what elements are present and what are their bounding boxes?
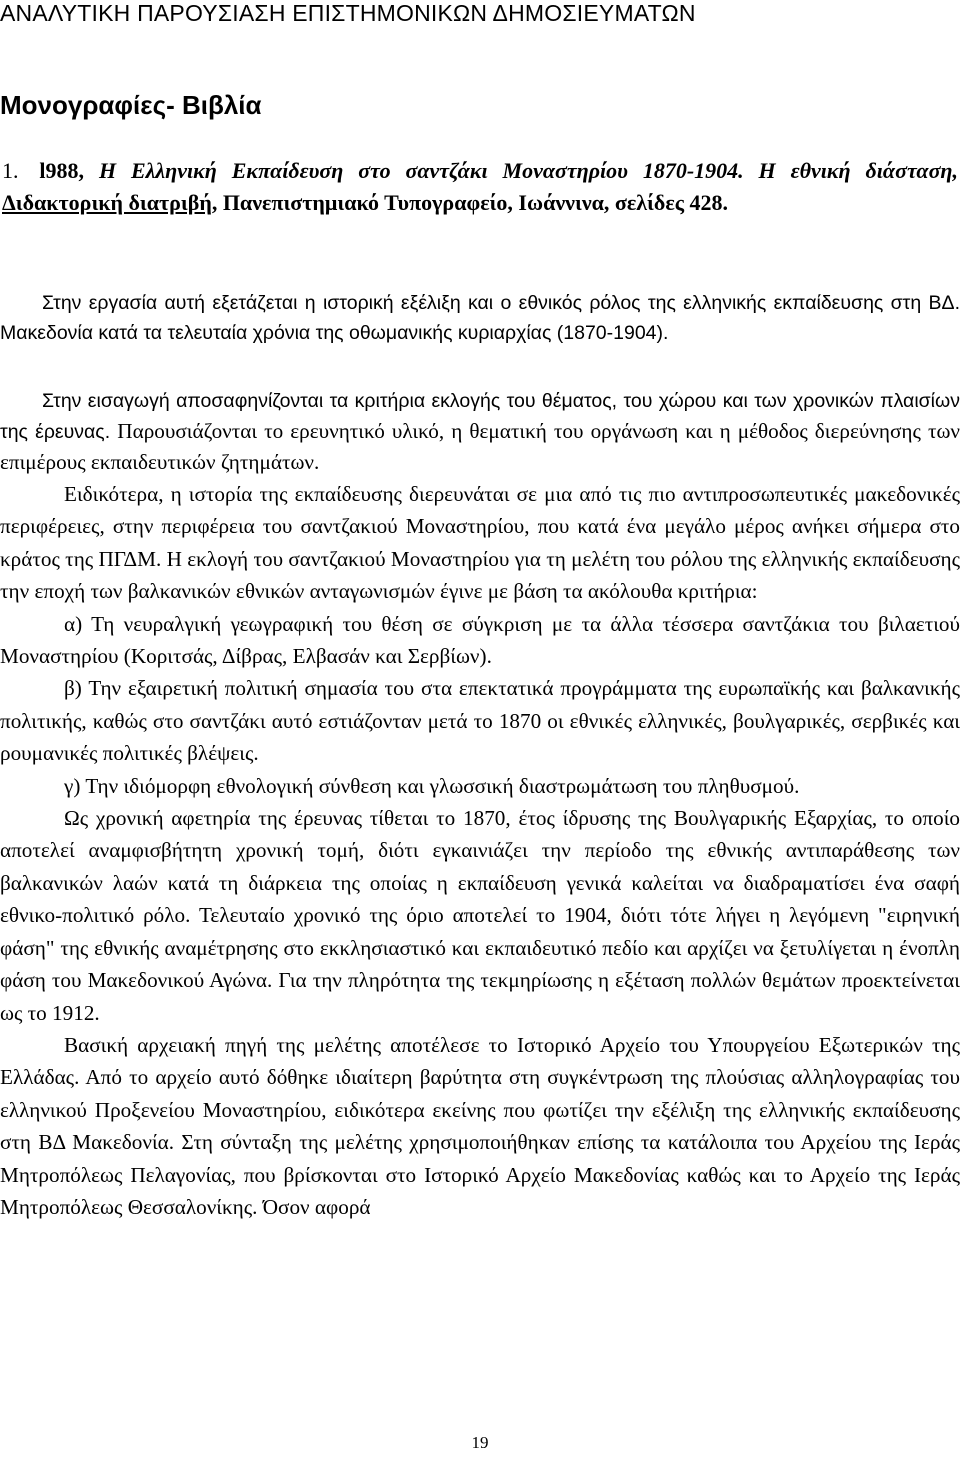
body-paragraph: Ειδικότερα, η ιστορία της εκπαίδευσης διερευνάται σε μια από τις πιο αντιπροσωπευτικές μακεδονικές περιφέρειες, στην περιφέρεια του σαντζακιού Μοναστηρίου, που κατά ένα μεγάλο μέρος ανήκει σήμερα στο κράτος της ΠΓΔΜ. Η εκλογή του σαντζακιού Μοναστηρίου για τη μελέτη του ρόλου της ελληνικής εκπαίδευσης την εποχή των βαλκανικών εθνικών ανταγωνισμών έγινε με βάση τα ακόλουθα κριτήρια: xyxy=(0,482,960,604)
body-text xyxy=(0,478,960,1223)
publication-entry xyxy=(2,155,958,219)
page-header: ΑΝΑΛΥΤΙΚΗ ΠΑΡΟΥΣΙΑΣΗ ΕΠΙΣΤΗΜΟΝΙΚΩΝ ΔΗΜΟΣΙΕΥΜΑΤΩΝ xyxy=(0,0,696,26)
entry-number: 1. xyxy=(2,158,19,183)
entry-publisher: , Πανεπιστημιακό Τυπογραφείο, Ιωάννινα, σελίδες 428. xyxy=(211,190,729,215)
body-paragraph: γ) Την ιδιόμορφη εθνολογική σύνθεση και γλωσσική διαστρωμάτωση του πληθυσμού. xyxy=(64,773,800,798)
summary-paragraph-2 xyxy=(0,386,960,478)
page-number: 19 xyxy=(471,1433,489,1452)
summary-paragraph-2-serif: Παρουσιάζονται το ερευνητικό υλικό, η θεματική του οργάνωση και η μέθοδος διερεύνησης των επιμέρους εκπαιδευτικών ζητημάτων. xyxy=(0,419,960,474)
body-paragraph: Ως χρονική αφετηρία της έρευνας τίθεται το 1870, έτος ίδρυσης της Βουλγαρικής Εξαρχίας, το οποίο αποτελεί αναμφισβήτητη χρονική τομή, διότι εγκαινιάζει την περίοδο της εθνικής αντιπαράθεσης των βαλκανικών λαών κατά τη διάρκεια της οποίας η εκπαίδευση γενικά καλείται να διαδραματίσει ένα σαφή εθνικο-πολιτικό ρόλο. Τελευταίο χρονικό της όριο αποτελεί το 1904, διότι τότε λήγει η λεγόμενη "ειρηνική φάση" της εθνικής αναμέτρησης στο εκκλησιαστικό και εκπαιδευτικό πεδίο και αρχίζει να ξετυλίγεται η ένοπλη φάση του Μακεδονικού Αγώνα. Για την πληρότητα της τεκμηρίωσης η εξέταση πολλών θεμάτων προεκτείνεται ως το 1912. xyxy=(0,806,960,1025)
entry-year: l988, xyxy=(39,158,85,183)
entry-title: Η Ελληνική Εκπαίδευση στο σαντζάκι Μοναστηρίου 1870-1904. Η εθνική διάσταση, xyxy=(98,158,958,183)
entry-type: Διδακτορική διατριβή xyxy=(2,190,212,215)
summary-paragraph-1: Στην εργασία αυτή εξετάζεται η ιστορική εξέλιξη και ο εθνικός ρόλος της ελληνικής εκπαίδευσης στη ΒΔ. Μακεδονία κατά τα τελευταία χρόνια της οθωμανικής κυριαρχίας (1870-1904). xyxy=(0,292,960,344)
summary-paragraph-2-sans: Στην εισαγωγή αποσαφηνίζονται τα κριτήρια εκλογής του θέματος, του χώρου και των χρονικών πλαισίων της έρευνας. xyxy=(0,390,960,443)
body-paragraph: Βασική αρχειακή πηγή της μελέτης αποτέλεσε το Ιστορικό Αρχείο του Υπουργείου Εξωτερικών της Ελλάδας. Από το αρχείο αυτό δόθηκε ιδιαίτερη βαρύτητα στη συγκέντρωση της πλούσιας αλληλογραφίας του ελληνικού Προξενείου Μοναστηρίου, ειδικότερα εκείνης που φωτίζει την εξέλιξη της ελληνικής εκπαίδευσης στη ΒΔ Μακεδονία. Στη σύνταξη της μελέτης χρησιμοποιήθηκαν επίσης τα κατάλοιπα του Αρχείου της Ιεράς Μητροπόλεως Πελαγονίας, που βρίσκονται στο Ιστορικό Αρχείο Μακεδονίας καθώς και το Αρχείο της Ιεράς Μητροπόλεως Θεσσαλονίκης. Όσον αφορά xyxy=(0,1032,960,1219)
body-paragraph: β) Την εξαιρετική πολιτική σημασία του στα επεκτατικά προγράμματα της ευρωπαϊκής και βαλκανικής πολιτικής, καθώς στο σαντζάκι αυτό εστιάζονταν μετά το 1870 οι εθνικές ελληνικές, βουλγαρικές, σερβικές και ρουμανικές πολιτικές βλέψεις. xyxy=(0,676,960,766)
section-title: Μονογραφίες- Βιβλία xyxy=(0,90,262,120)
body-paragraph: α) Τη νευραλγική γεωγραφική του θέση σε σύγκριση με τα άλλα τέσσερα σαντζάκια του βιλαετιού Μοναστηρίου (Κοριτσάς, Δίβρας, Ελβασάν και Σερβίων). xyxy=(0,611,960,669)
